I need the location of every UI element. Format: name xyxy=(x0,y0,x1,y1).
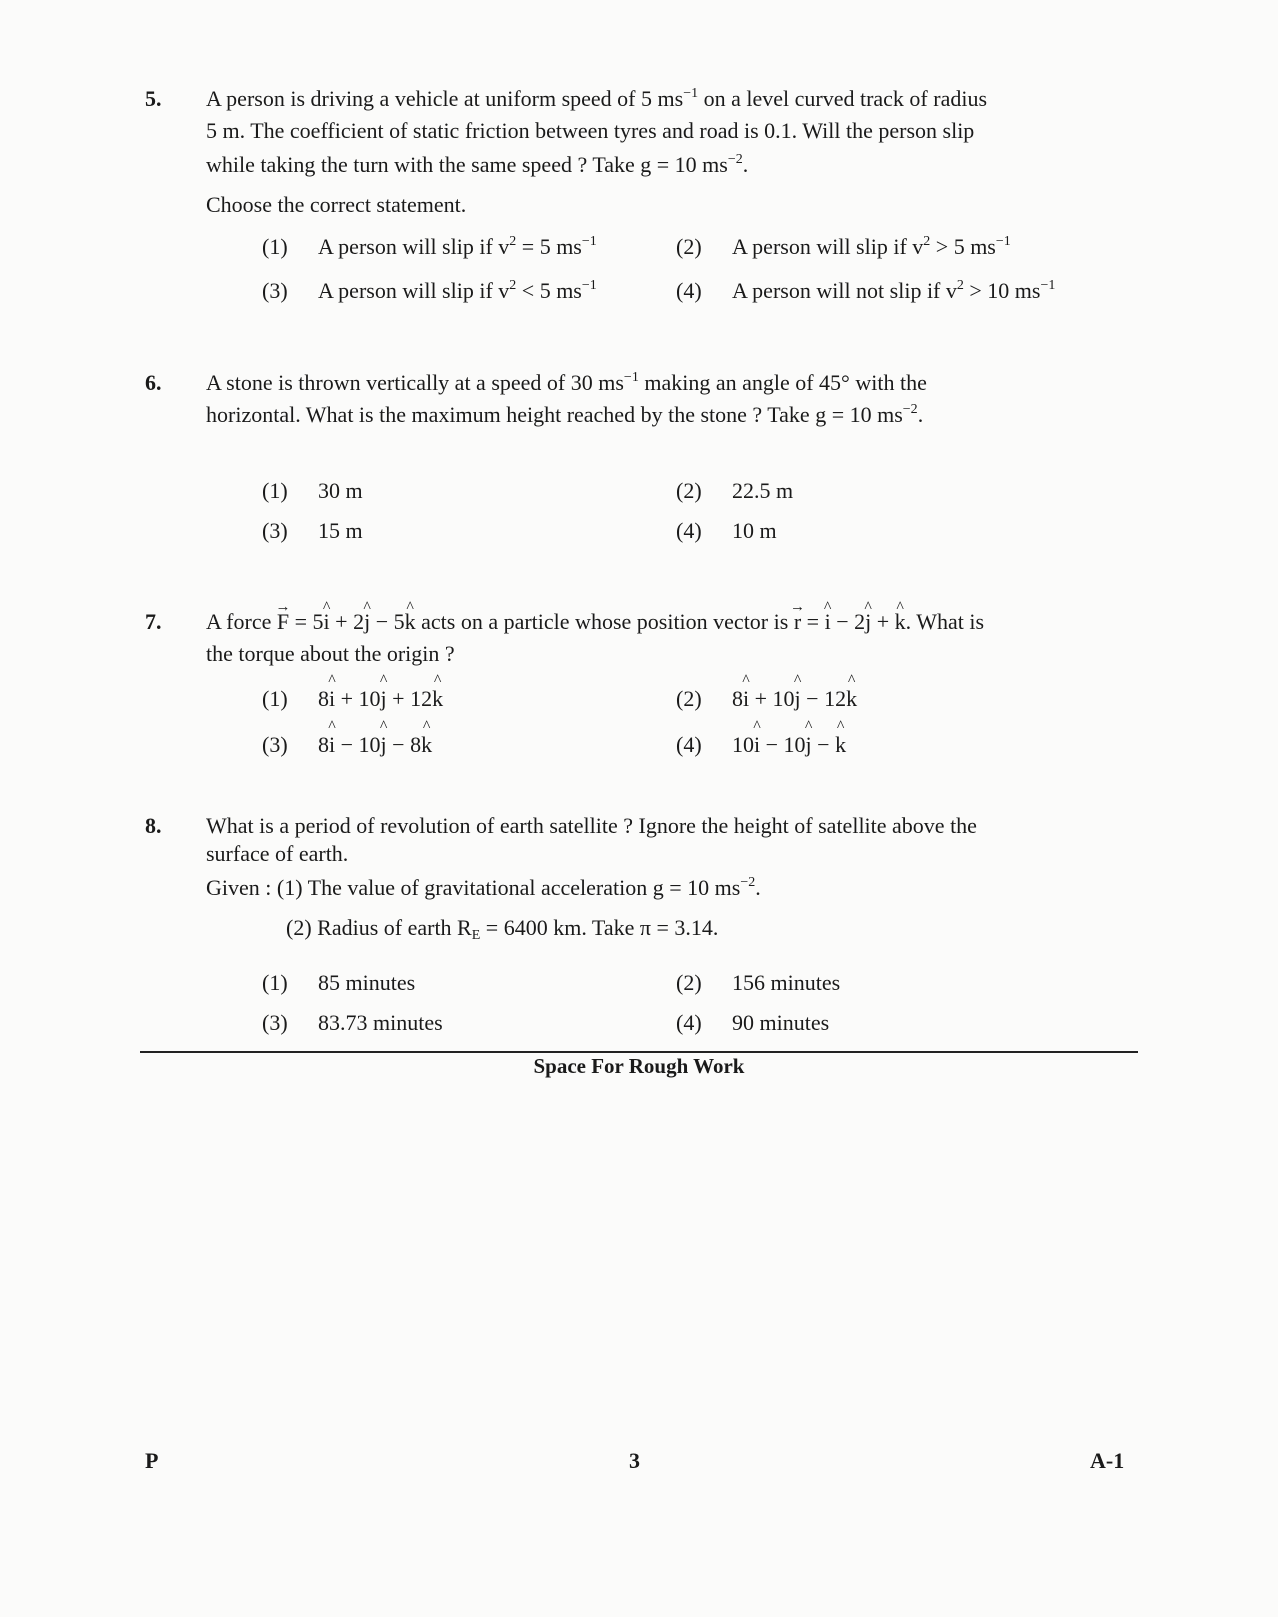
given-line-1: Given : (1) The value of gravitational acceleration g = 10 $ms^{-2}$. xyxy=(206,875,761,900)
question-line: What is a period of revolution of earth satellite ? Ignore the height of satellite above the xyxy=(206,813,977,838)
footer-left-code: P xyxy=(145,1448,159,1473)
unit-i: ^ i xyxy=(324,606,330,638)
option-7-1: (1) 8^ i + 10^ j + 12^ k xyxy=(262,686,443,712)
question-line: the torque about the origin ? xyxy=(206,641,455,666)
unit-k: ^ k xyxy=(405,606,416,638)
instruction: Choose the correct statement. xyxy=(206,192,467,217)
question-line: 5 m. The coefficient of static friction between tyres and road is 0.1. Will the person slip xyxy=(206,118,975,143)
option-8-3: (3) 83.73 minutes xyxy=(262,1010,443,1035)
option-5-3: (3) A person will slip if $v^2 < 5$ $ms^{-1}$ xyxy=(262,278,597,303)
option-7-4: (4) 10^ i − 10^ j − ^ k xyxy=(676,732,846,758)
option-6-1: (1) 30 m xyxy=(262,478,363,503)
question-line: while taking the turn with the same speed ? Take g = 10 $ms^{-2}$. xyxy=(206,152,749,177)
question-text xyxy=(206,810,1118,944)
divider-line xyxy=(140,1051,1138,1053)
option-8-2: (2) 156 minutes xyxy=(676,970,841,995)
option-6-2: (2) 22.5 m xyxy=(676,478,794,503)
question-line: A person is driving a vehicle at uniform speed of 5 $ms^{-1}$ on a level curved track of radius xyxy=(206,86,988,111)
question-text xyxy=(206,83,1118,221)
option-7-2: (2) 8^ i + 10^ j − 12^ k xyxy=(676,686,857,712)
question-line: A force → F = 5^ i + 2^ j − 5^ k acts on a particle whose position vector is → r = ^ i − 2^ j + ^ k. What is xyxy=(206,606,1118,638)
question-text xyxy=(206,606,1118,670)
option-5-1: (1) A person will slip if $v^2 = 5$ $ms^{-1}$ xyxy=(262,234,597,259)
question-number: 6. xyxy=(145,370,162,395)
question-text xyxy=(206,367,1118,431)
footer-right-code: A-1 xyxy=(1090,1448,1125,1473)
page-number: 3 xyxy=(629,1448,640,1473)
unit-j: ^ j xyxy=(865,606,871,638)
question-number: 5. xyxy=(145,86,162,111)
option-8-1: (1) 85 minutes xyxy=(262,970,416,995)
option-7-3: (3) 8^ i − 10^ j − 8^ k xyxy=(262,732,432,758)
question-line: surface of earth. xyxy=(206,841,349,866)
unit-i: ^ i xyxy=(825,606,831,638)
question-line: horizontal. What is the maximum height reached by the stone ? Take g = 10 $ms^{-2}$. xyxy=(206,402,924,427)
option-6-4: (4) 10 m xyxy=(676,518,777,543)
option-5-4: (4) A person will not slip if $v^2 > 10$ $ms^{-1}$ xyxy=(676,278,1056,303)
unit-j: ^ j xyxy=(364,606,370,638)
option-6-3: (3) 15 m xyxy=(262,518,363,543)
question-line: A stone is thrown vertically at a speed of 30 $ms^{-1}$ making an angle of 45° with the xyxy=(206,370,927,395)
rough-work-heading: Space For Rough Work xyxy=(533,1054,745,1078)
option-5-2: (2) A person will slip if $v^2 > 5$ $ms^{-1}$ xyxy=(676,234,1011,259)
position-vector: → r xyxy=(794,606,801,638)
question-number: 8. xyxy=(145,813,162,838)
force-vector: → F xyxy=(277,606,289,638)
option-8-4: (4) 90 minutes xyxy=(676,1010,830,1035)
unit-k: ^ k xyxy=(895,606,906,638)
given-line-2: (2) Radius of earth $R_E = 6400$ km. Take π = 3.14. xyxy=(286,915,719,943)
question-number: 7. xyxy=(145,609,162,634)
